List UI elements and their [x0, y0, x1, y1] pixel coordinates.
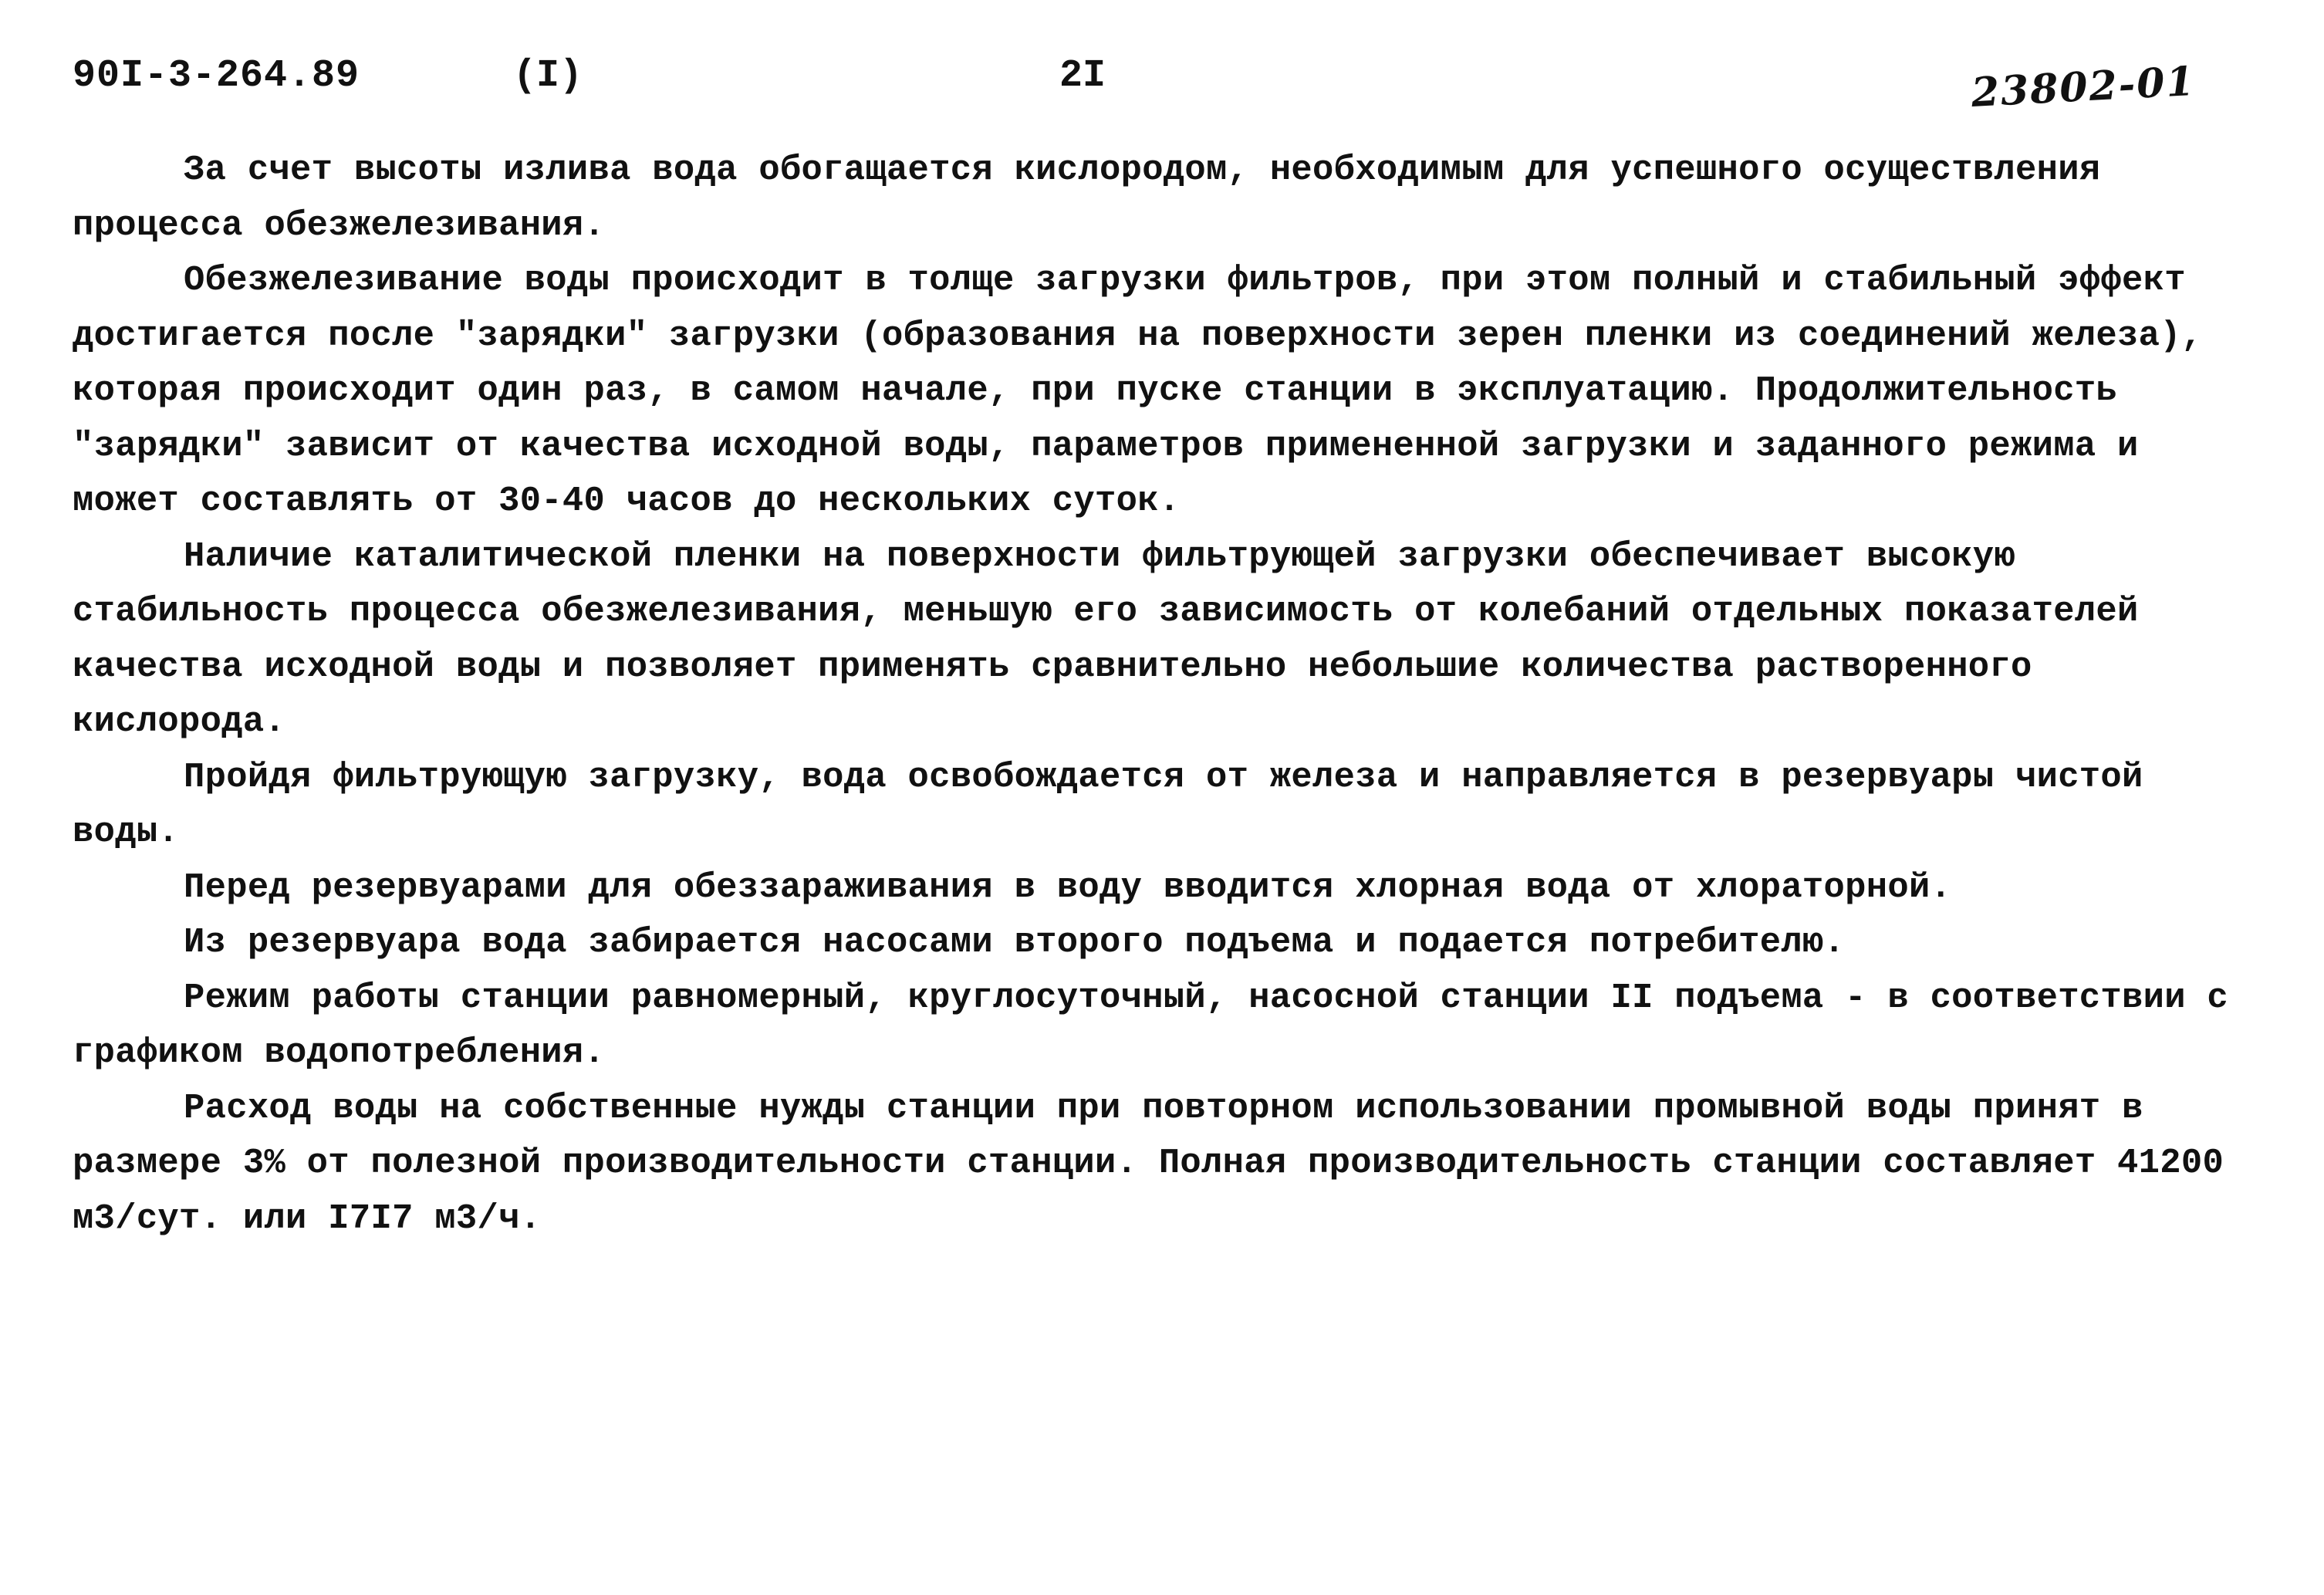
paragraph-catalytic-film: Наличие каталитической пленки на поверхности фильтрующей загрузки обеспечивает высокую стабильность процесса обезжелезивания, меньшую его зависимость от колебаний отдельных показателей качества исходной воды и позволяет применять сравнительно небольшие количества растворенного кислорода.	[73, 536, 2139, 742]
paragraph-iron-removal: Обезжелезивание воды происходит в толще загрузки фильтров, при этом полный и стабильный эффект достигается после "зарядки" загрузки (образования на поверхности зерен пленки из соединений железа), которая происходит один раз, в самом начале, при пуске станции в эксплуатацию. Продолжительность "зарядки" зависит от качества исходной воды, параметров примененной загрузки и заданного режима и может составлять от 30-40 часов до нескольких суток.	[73, 260, 2203, 521]
body-text	[73, 143, 2264, 1246]
paragraph-water-consumption: Расход воды на собственные нужды станции при повторном использовании промывной воды принят в размере 3% от полезной производительности станции. Полная производительность станции составляет 41200 м3/сут. или I7I7 м3/ч.	[73, 1087, 2224, 1238]
page-number: 2I	[1059, 54, 1106, 98]
paragraph-aeration: За счет высоты излива вода обогащается кислородом, необходимым для успешного осуществления процесса обезжелезивания.	[73, 150, 2101, 245]
document-code: 90I-3-264.89	[73, 54, 360, 98]
document-part: (I)	[513, 54, 583, 98]
paragraph-filtration: Пройдя фильтрующую загрузку, вода освобождается от железа и направляется в резервуары чистой воды.	[73, 756, 2143, 852]
paragraph-disinfection: Перед резервуарами для обеззараживания в воду вводится хлорная вода от хлораторной.	[184, 867, 1952, 907]
page-header	[0, 49, 2324, 117]
handwritten-inventory-number: 23802-01	[1970, 57, 2197, 117]
paragraph-operating-mode: Режим работы станции равномерный, круглосуточный, насосной станции II подъема - в соответствии с графиком водопотребления.	[73, 977, 2229, 1073]
paragraph-pumping: Из резервуара вода забирается насосами второго подъема и подается потребителю.	[184, 922, 1846, 962]
